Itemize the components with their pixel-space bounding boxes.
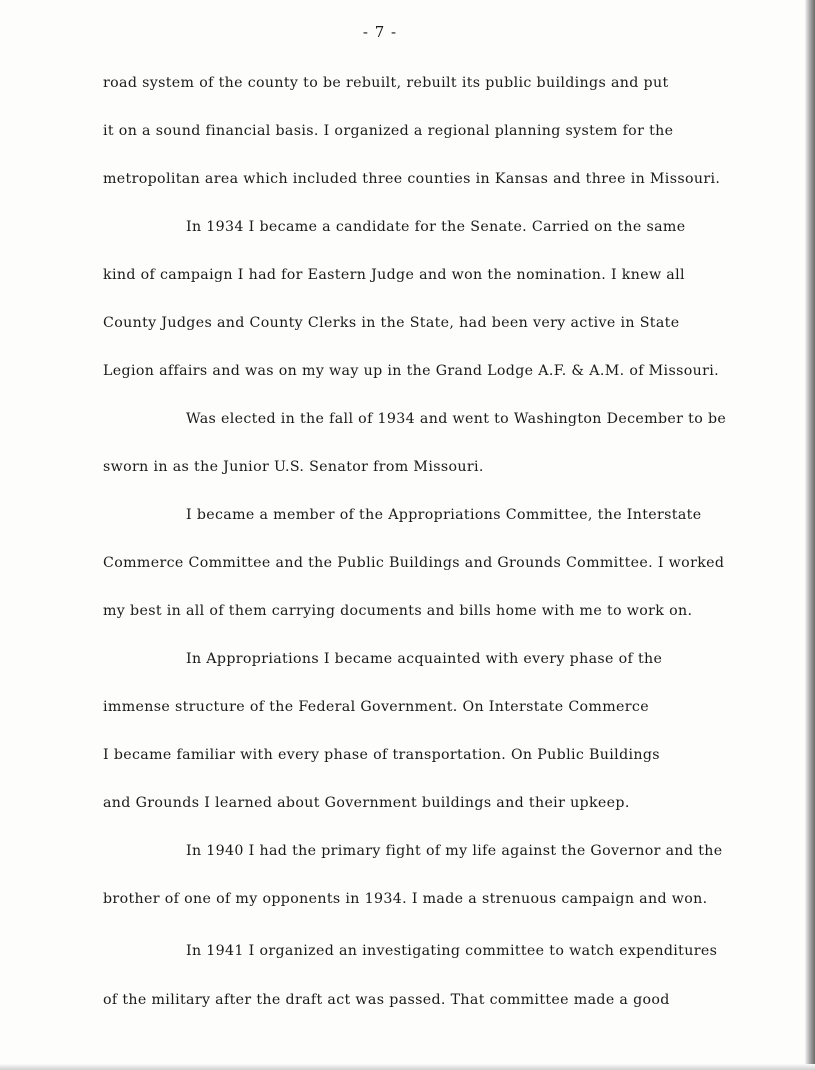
text-line: In 1941 I organized an investigating committee to watch expenditures — [186, 943, 718, 959]
text-line: of the military after the draft act was passed. That committee made a good — [103, 992, 670, 1008]
text-line: Legion affairs and was on my way up in the Grand Lodge A.F. & A.M. of Missouri. — [103, 363, 719, 379]
text-line: In 1940 I had the primary fight of my life against the Governor and the — [186, 843, 723, 859]
text-line: immense structure of the Federal Government. On Interstate Commerce — [103, 699, 649, 715]
text-line: In Appropriations I became acquainted with every phase of the — [186, 651, 663, 667]
text-line: Was elected in the fall of 1934 and went to Washington December to be — [186, 411, 727, 427]
text-line: In 1934 I became a candidate for the Senate. Carried on the same — [186, 219, 686, 235]
page-bottom-shadow — [0, 1064, 815, 1070]
text-line: and Grounds I learned about Government buildings and their upkeep. — [103, 795, 630, 811]
text-line: metropolitan area which included three counties in Kansas and three in Missouri. — [103, 171, 721, 187]
text-line: road system of the county to be rebuilt, rebuilt its public buildings and put — [103, 75, 669, 91]
text-line: it on a sound financial basis. I organized a regional planning system for the — [103, 123, 674, 139]
text-line: my best in all of them carrying documents and bills home with me to work on. — [103, 603, 693, 619]
text-line: I became familiar with every phase of transportation. On Public Buildings — [103, 747, 660, 763]
page-edge-shadow — [805, 0, 815, 1070]
text-line: sworn in as the Junior U.S. Senator from Missouri. — [103, 459, 484, 475]
page-number: - 7 - — [362, 23, 398, 41]
text-line: Commerce Committee and the Public Buildings and Grounds Committee. I worked — [103, 555, 725, 571]
text-line: County Judges and County Clerks in the State, had been very active in State — [103, 315, 680, 331]
text-line: brother of one of my opponents in 1934. I made a strenuous campaign and won. — [103, 891, 708, 907]
text-line: I became a member of the Appropriations Committee, the Interstate — [186, 507, 702, 523]
text-line: kind of campaign I had for Eastern Judge and won the nomination. I knew all — [103, 267, 685, 283]
